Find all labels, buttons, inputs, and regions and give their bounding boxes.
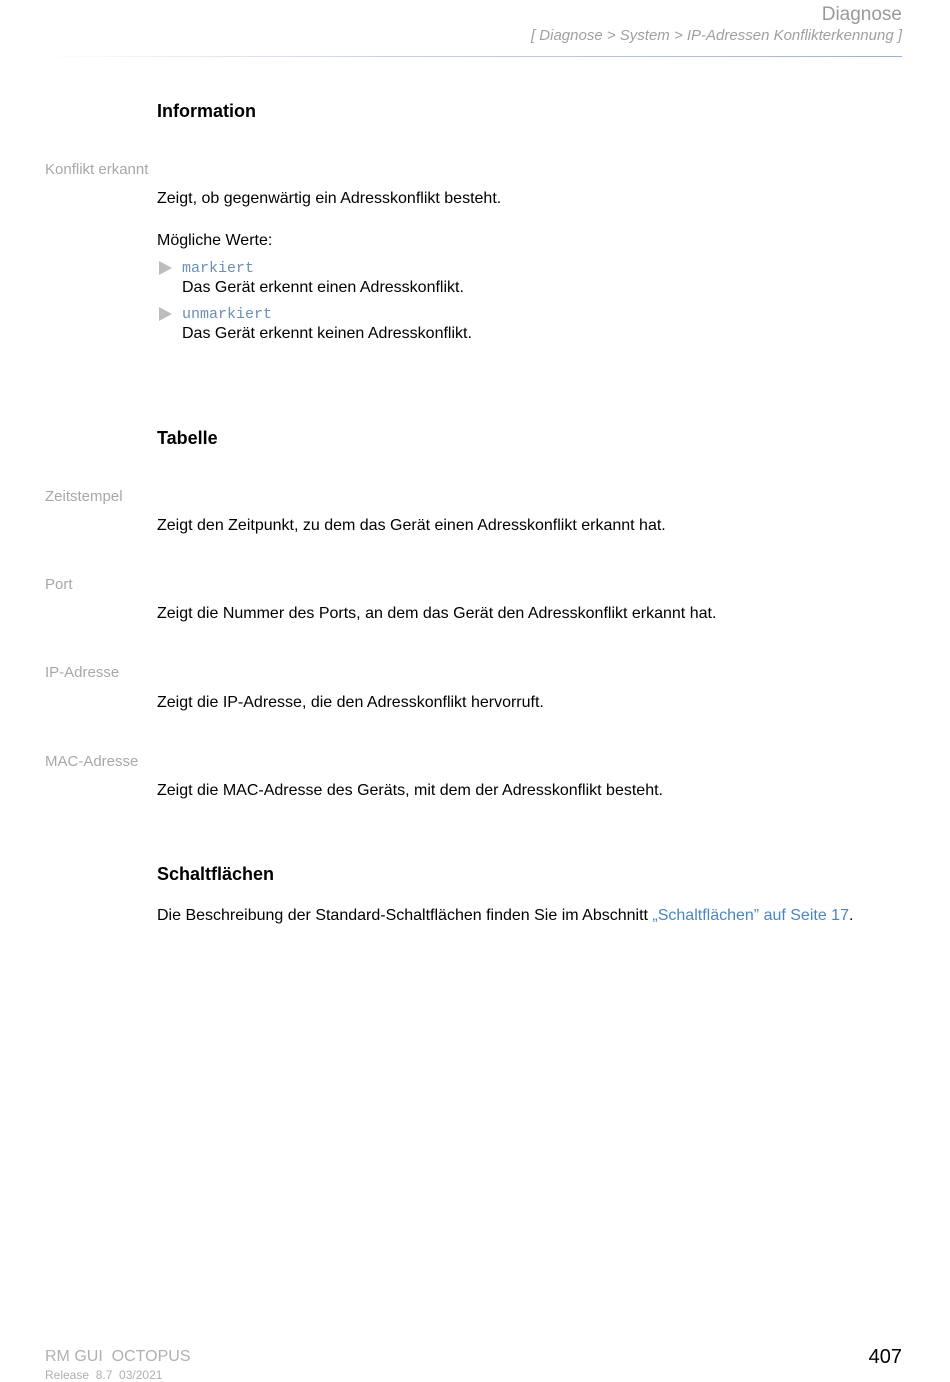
header-divider [40, 56, 902, 57]
field-description-zeitstempel: Zeigt den Zeitpunkt, zu dem das Gerät einen Adresskonflikt erkannt hat. [157, 517, 666, 534]
possible-values-intro: Mögliche Werte: [157, 232, 273, 249]
value-text-unmarkiert: Das Gerät erkennt keinen Adresskonflikt. [182, 325, 472, 342]
page-number: 407 [868, 1346, 902, 1368]
field-label-zeitstempel: Zeitstempel [45, 488, 123, 505]
value-code-unmarkiert: unmarkiert [182, 306, 273, 323]
section-heading-tabelle: Tabelle [157, 428, 218, 448]
field-label-port: Port [45, 576, 73, 593]
schaltflaechen-paragraph [157, 907, 853, 925]
value-code-markiert: markiert [182, 260, 255, 277]
schaltflaechen-text: Die Beschreibung der Standard-Schaltflächen finden Sie im Abschnitt [157, 907, 653, 924]
field-label-ip-adresse: IP-Adresse [45, 664, 120, 681]
section-heading-information: Information [157, 101, 256, 121]
schaltflaechen-page-link[interactable]: „Schaltflächen” auf Seite 17 [652, 907, 849, 924]
bullet-arrow-icon [159, 261, 172, 275]
field-description-mac-adresse: Zeigt die MAC-Adresse des Geräts, mit dem der Adresskonflikt besteht. [157, 782, 663, 799]
section-heading-schaltflaechen: Schaltflächen [157, 864, 275, 884]
page-header-title: Diagnose [821, 4, 902, 25]
field-label-mac-adresse: MAC-Adresse [45, 753, 139, 770]
value-text-markiert: Das Gerät erkennt einen Adresskonflikt. [182, 279, 464, 296]
footer-release: Release 8.7 03/2021 [45, 1368, 163, 1382]
breadcrumb: [ Diagnose > System > IP-Adressen Konflikterkennung ] [530, 27, 902, 44]
footer-product: RM GUI OCTOPUS [45, 1348, 191, 1365]
field-description-port: Zeigt die Nummer des Ports, an dem das Gerät den Adresskonflikt erkannt hat. [157, 605, 717, 622]
field-description-ip-adresse: Zeigt die IP-Adresse, die den Adresskonflikt hervorruft. [157, 694, 544, 711]
bullet-arrow-icon [159, 307, 172, 321]
field-description-konflikt-erkannt: Zeigt, ob gegenwärtig ein Adresskonflikt besteht. [157, 190, 502, 207]
field-label-konflikt-erkannt: Konflikt erkannt [45, 161, 149, 178]
schaltflaechen-text-end: . [848, 907, 854, 924]
